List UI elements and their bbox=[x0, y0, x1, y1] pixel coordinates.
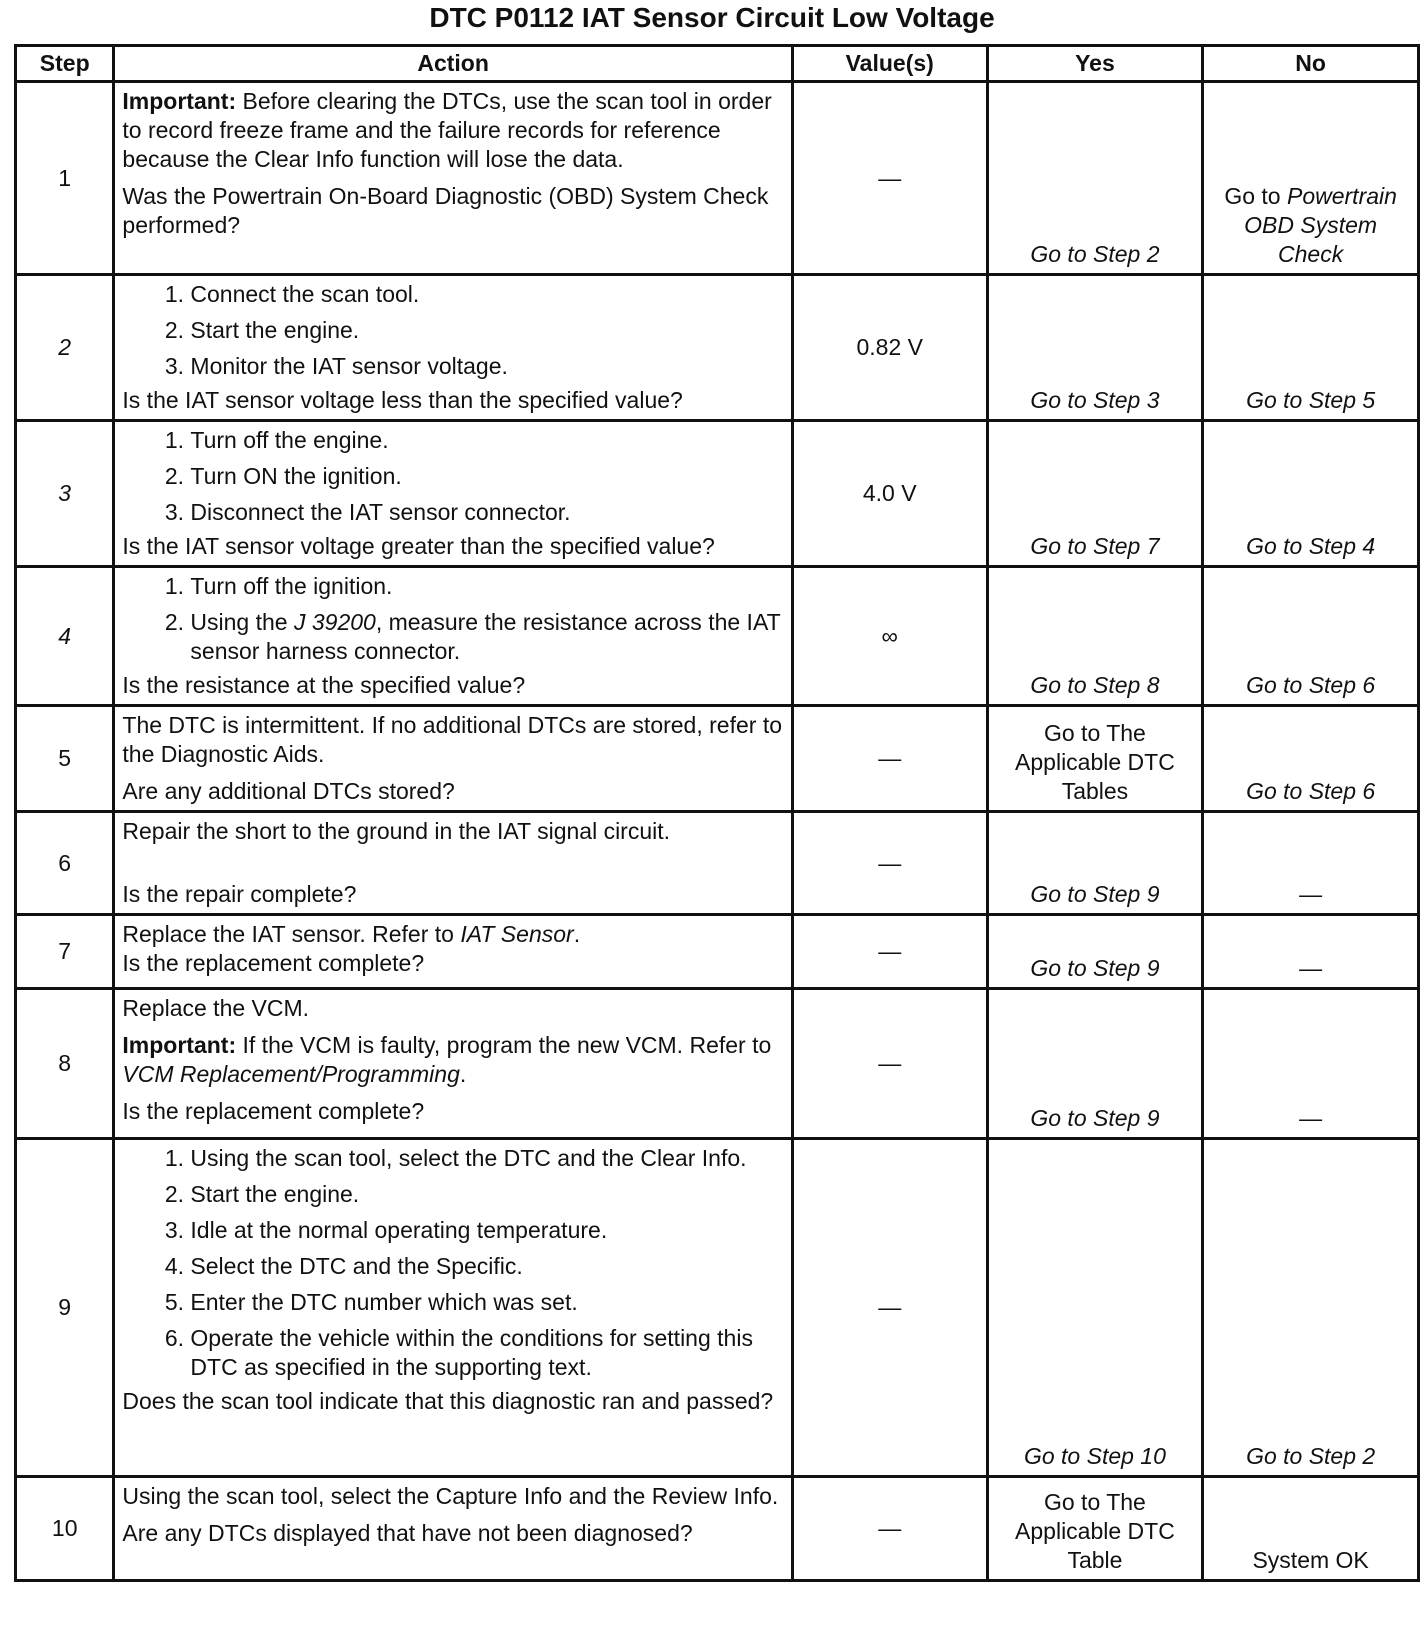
table-row bbox=[16, 706, 1419, 812]
no-cell: — bbox=[1203, 915, 1419, 989]
action-text: Replace the VCM. bbox=[122, 995, 310, 1021]
list-item: 4. Select the DTC and the Specific. bbox=[190, 1252, 783, 1281]
action-cell bbox=[114, 567, 792, 706]
list-item: 2. Start the engine. bbox=[190, 316, 783, 345]
table-row bbox=[16, 989, 1419, 1139]
list-item: 1. Using the scan tool, select the DTC and the Clear Info. bbox=[190, 1144, 783, 1173]
yes-cell: Go to Step 2 bbox=[987, 82, 1203, 275]
no-cell: Go to Step 2 bbox=[1203, 1139, 1419, 1477]
action-cell bbox=[114, 1477, 792, 1581]
value-cell: — bbox=[792, 1139, 987, 1477]
question: Are any DTCs displayed that have not been diagnosed? bbox=[122, 1520, 693, 1546]
step-number: 4 bbox=[16, 567, 114, 706]
action-text: The DTC is intermittent. If no additional DTCs are stored, refer to the Diagnostic Aids. bbox=[122, 712, 782, 767]
table-row bbox=[16, 1477, 1419, 1581]
important-note bbox=[122, 1031, 783, 1089]
step-number: 2 bbox=[16, 275, 114, 421]
value-cell: ∞ bbox=[792, 567, 987, 706]
step-number: 3 bbox=[16, 421, 114, 567]
action-text: Using the scan tool, select the Capture Info and the Review Info. bbox=[122, 1483, 779, 1509]
list-item: 6. Operate the vehicle within the conditions for setting this DTC as specified in the supporting text. bbox=[190, 1324, 783, 1382]
action-cell bbox=[114, 421, 792, 567]
value-cell: — bbox=[792, 915, 987, 989]
no-cell: Go to Step 4 bbox=[1203, 421, 1419, 567]
action-cell bbox=[114, 812, 792, 915]
procedure-list bbox=[122, 426, 783, 527]
question: Is the replacement complete? bbox=[122, 1098, 425, 1124]
question: Is the IAT sensor voltage greater than the specified value? bbox=[122, 533, 715, 559]
header-row bbox=[16, 46, 1419, 82]
action-text bbox=[122, 920, 783, 949]
value-cell: 4.0 V bbox=[792, 421, 987, 567]
question: Are any additional DTCs stored? bbox=[122, 778, 455, 804]
action-cell bbox=[114, 915, 792, 989]
procedure-list bbox=[122, 1144, 783, 1382]
list-item: 3. Idle at the normal operating temperature. bbox=[190, 1216, 783, 1245]
action-text-part: . bbox=[573, 921, 581, 947]
question: Was the Powertrain On-Board Diagnostic (OBD) System Check performed? bbox=[122, 183, 769, 238]
list-item: 5. Enter the DTC number which was set. bbox=[190, 1288, 783, 1317]
item-text: Using the bbox=[190, 609, 294, 635]
value-cell: 0.82 V bbox=[792, 275, 987, 421]
list-item: 1. Turn off the engine. bbox=[190, 426, 783, 455]
important-text: . bbox=[459, 1061, 467, 1087]
important-label: Important: bbox=[122, 88, 237, 114]
action-text-part: Replace the IAT sensor. Refer to bbox=[122, 921, 461, 947]
yes-cell: Go to Step 9 bbox=[987, 812, 1203, 915]
no-cell: Go to Step 6 bbox=[1203, 706, 1419, 812]
action-cell bbox=[114, 989, 792, 1139]
step-number: 6 bbox=[16, 812, 114, 915]
step-number: 10 bbox=[16, 1477, 114, 1581]
yes-cell: Go to Step 9 bbox=[987, 989, 1203, 1139]
list-item: 3. Monitor the IAT sensor voltage. bbox=[190, 352, 783, 381]
list-item: 2. Start the engine. bbox=[190, 1180, 783, 1209]
list-item: 3. Disconnect the IAT sensor connector. bbox=[190, 498, 783, 527]
table-row bbox=[16, 82, 1419, 275]
yes-cell: Go to Step 10 bbox=[987, 1139, 1203, 1477]
step-number: 5 bbox=[16, 706, 114, 812]
list-item: 1. Turn off the ignition. bbox=[190, 572, 783, 601]
table-row bbox=[16, 275, 1419, 421]
value-cell: — bbox=[792, 812, 987, 915]
no-reference: Powertrain OBD System Check bbox=[1244, 183, 1397, 267]
tool-reference: J 39200 bbox=[293, 609, 376, 635]
list-item: 2. Turn ON the ignition. bbox=[190, 462, 783, 491]
action-cell bbox=[114, 275, 792, 421]
question: Is the replacement complete? bbox=[122, 950, 425, 976]
step-number: 8 bbox=[16, 989, 114, 1139]
question: Is the resistance at the specified value? bbox=[122, 672, 526, 698]
no-cell: Go to Step 5 bbox=[1203, 275, 1419, 421]
table-row bbox=[16, 421, 1419, 567]
action-text: Repair the short to the ground in the IAT signal circuit. bbox=[122, 818, 671, 844]
procedure-list bbox=[122, 280, 783, 381]
no-cell: Go to Step 6 bbox=[1203, 567, 1419, 706]
question: Does the scan tool indicate that this diagnostic ran and passed? bbox=[122, 1388, 774, 1414]
table-row bbox=[16, 812, 1419, 915]
yes-cell: Go to Step 3 bbox=[987, 275, 1203, 421]
value-cell: — bbox=[792, 706, 987, 812]
action-cell bbox=[114, 1139, 792, 1477]
step-number: 9 bbox=[16, 1139, 114, 1477]
important-label: Important: bbox=[122, 1032, 237, 1058]
important-text: If the VCM is faulty, program the new VCM. Refer to bbox=[236, 1032, 772, 1058]
header-no: No bbox=[1203, 46, 1419, 82]
header-action: Action bbox=[114, 46, 792, 82]
header-values: Value(s) bbox=[792, 46, 987, 82]
yes-cell: Go to The Applicable DTC Table bbox=[987, 1477, 1203, 1581]
value-cell: — bbox=[792, 1477, 987, 1581]
reference-link: VCM Replacement/Programming bbox=[122, 1061, 460, 1087]
reference-link: IAT Sensor bbox=[460, 921, 574, 947]
no-cell: — bbox=[1203, 812, 1419, 915]
question: Is the repair complete? bbox=[122, 881, 357, 907]
table-row bbox=[16, 1139, 1419, 1477]
question: Is the IAT sensor voltage less than the specified value? bbox=[122, 387, 683, 413]
step-number: 7 bbox=[16, 915, 114, 989]
list-item bbox=[190, 608, 783, 666]
step-number: 1 bbox=[16, 82, 114, 275]
value-cell: — bbox=[792, 82, 987, 275]
header-step: Step bbox=[16, 46, 114, 82]
no-cell: — bbox=[1203, 989, 1419, 1139]
no-prefix: Go to bbox=[1224, 183, 1287, 209]
page-title: DTC P0112 IAT Sensor Circuit Low Voltage bbox=[429, 2, 995, 33]
action-cell bbox=[114, 706, 792, 812]
important-note bbox=[122, 87, 783, 174]
header-yes: Yes bbox=[987, 46, 1203, 82]
yes-cell: Go to Step 9 bbox=[987, 915, 1203, 989]
no-cell bbox=[1203, 82, 1419, 275]
procedure-list bbox=[122, 572, 783, 666]
yes-cell: Go to Step 8 bbox=[987, 567, 1203, 706]
table-row bbox=[16, 915, 1419, 989]
important-text: Before clearing the DTCs, use the scan tool in order to record freeze frame and the failure records for reference because the Clear Info function will lose the data. bbox=[122, 88, 772, 172]
item-text: , measure the resistance across the IAT sensor harness connector. bbox=[190, 609, 781, 664]
action-cell bbox=[114, 82, 792, 275]
list-item: 1. Connect the scan tool. bbox=[190, 280, 783, 309]
diagnostic-table bbox=[14, 44, 1420, 1582]
yes-cell: Go to The Applicable DTC Tables bbox=[987, 706, 1203, 812]
yes-cell: Go to Step 7 bbox=[987, 421, 1203, 567]
value-cell: — bbox=[792, 989, 987, 1139]
no-cell: System OK bbox=[1203, 1477, 1419, 1581]
table-row bbox=[16, 567, 1419, 706]
